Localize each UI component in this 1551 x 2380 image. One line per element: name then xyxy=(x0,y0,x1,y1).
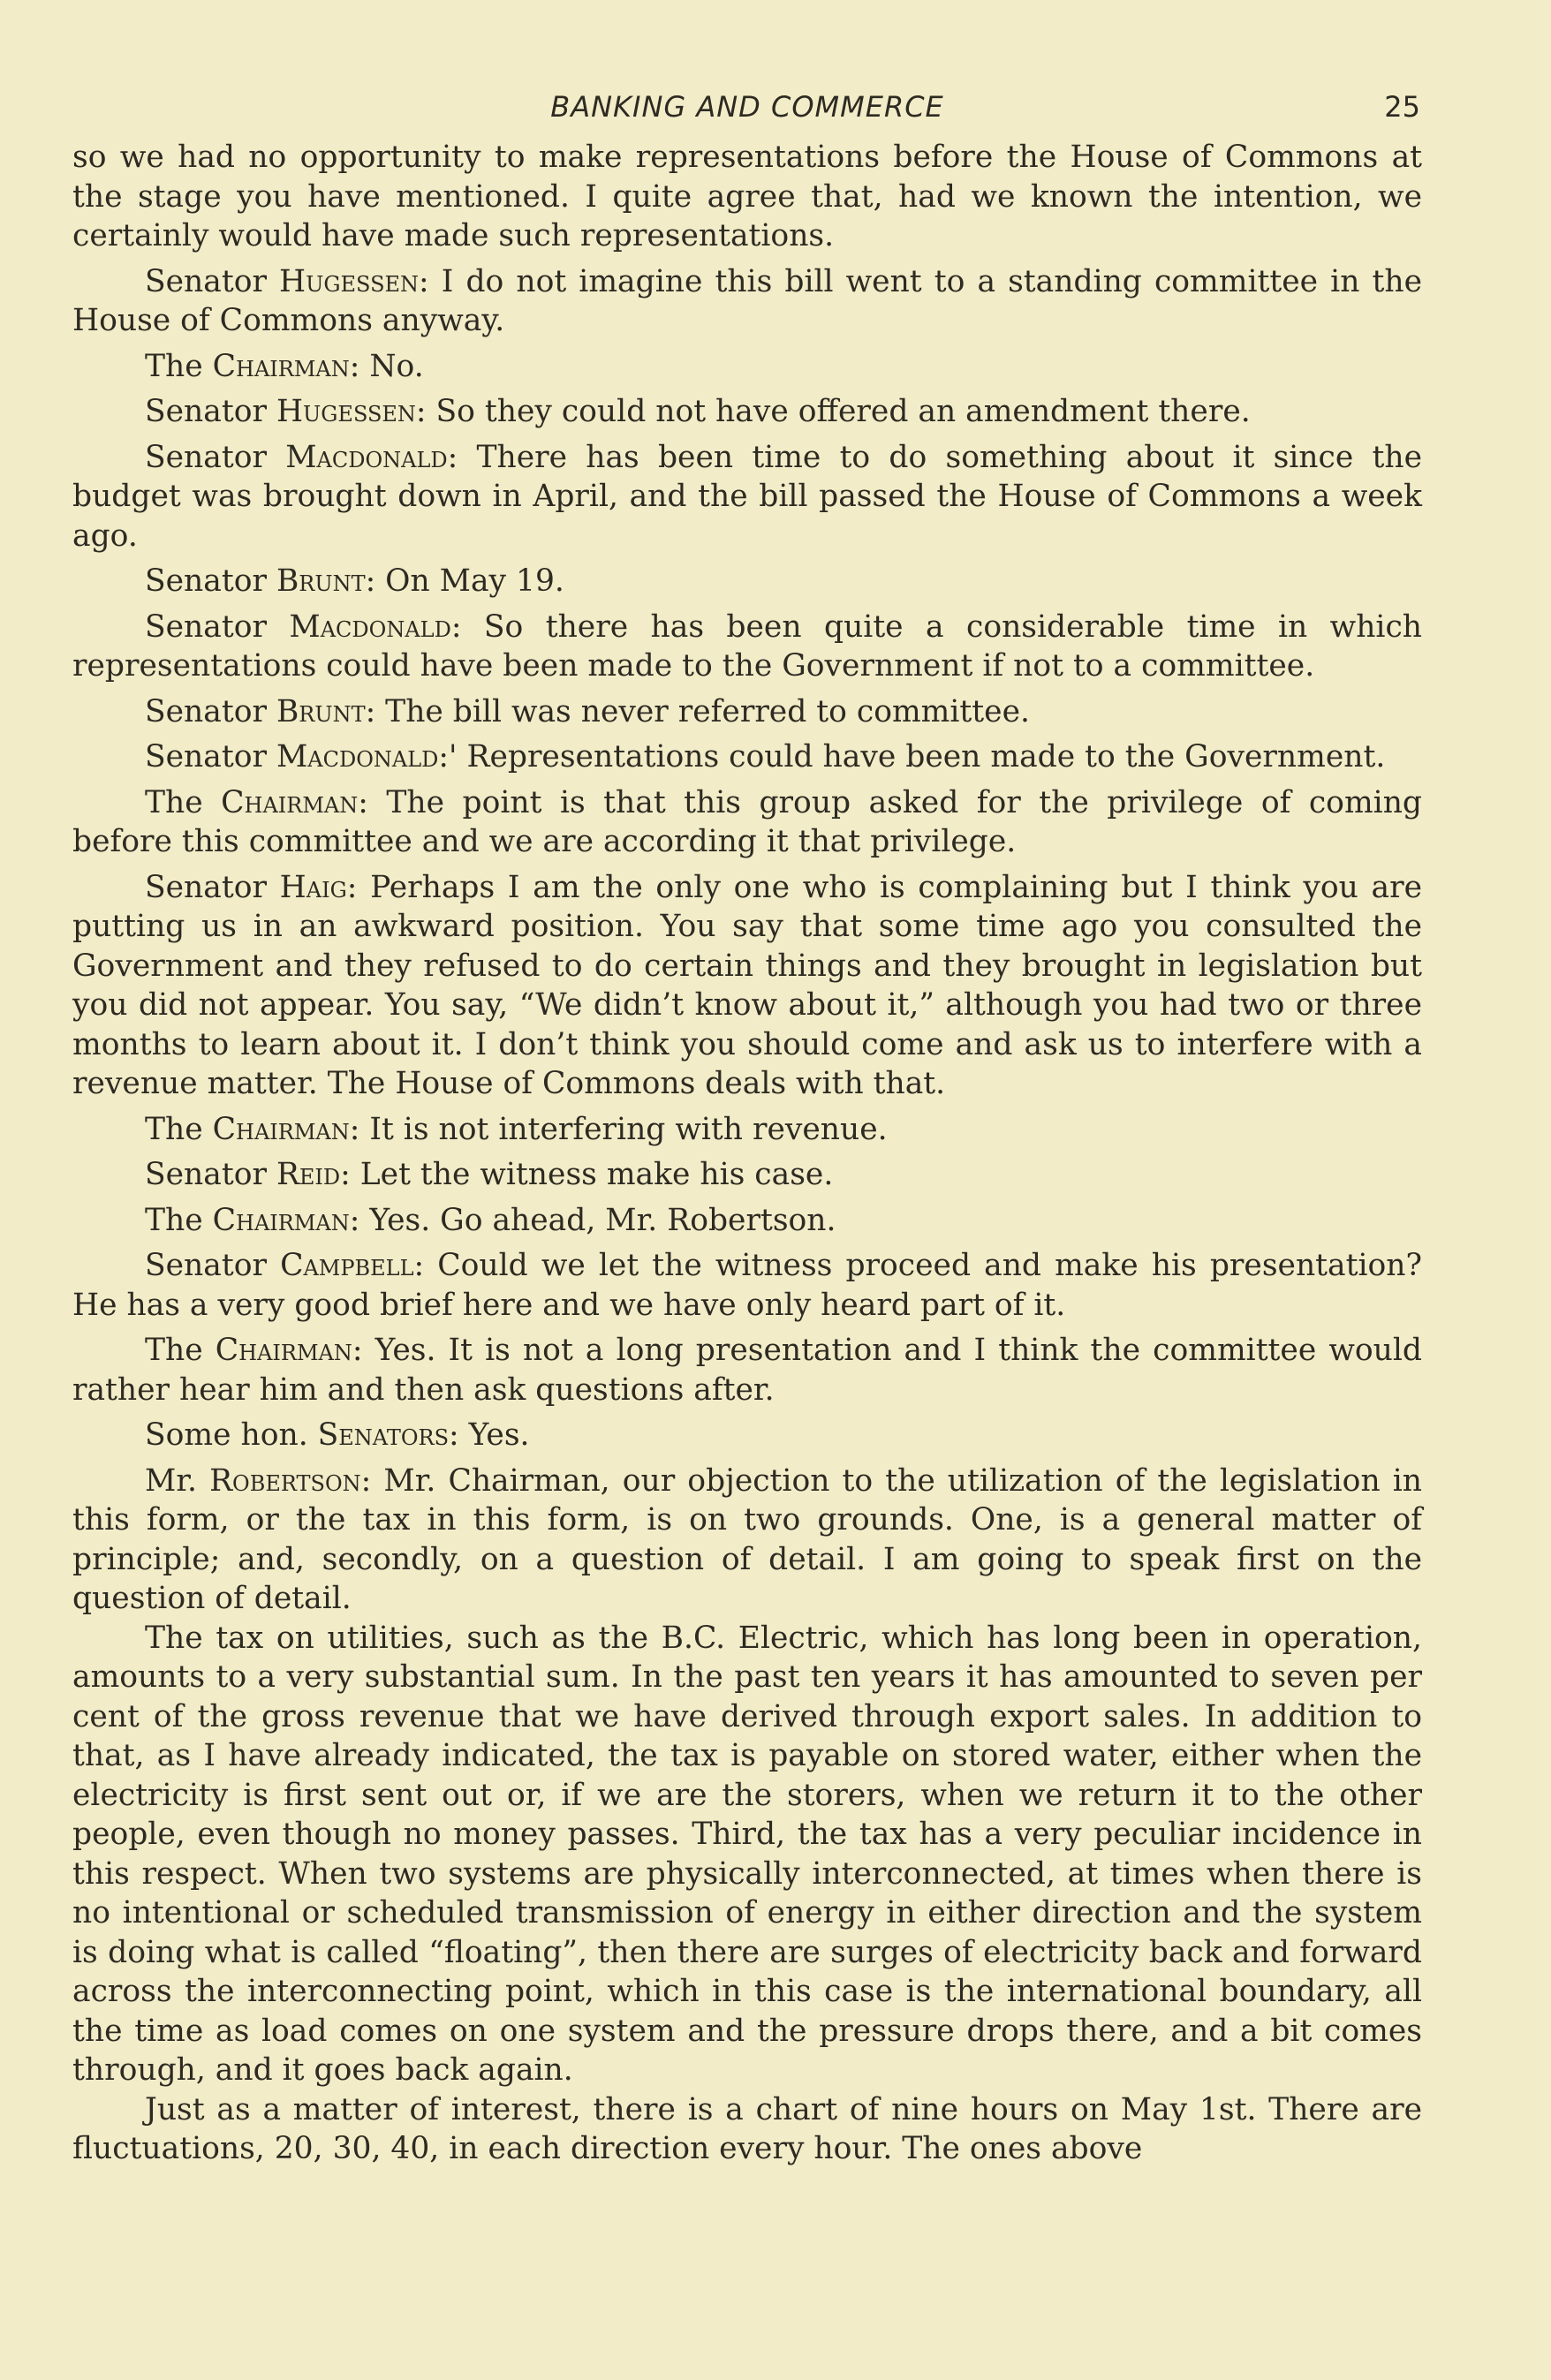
speaker-name: Hugessen: xyxy=(279,263,429,299)
speaker-name: Chairman: xyxy=(215,1333,363,1368)
speaker-name: Chairman: xyxy=(221,784,368,820)
paragraph: Senator Reid: Let the witness make his case. xyxy=(145,1157,834,1192)
running-title: BANKING AND COMMERCE xyxy=(550,90,944,124)
paragraph: The Chairman: Yes. Go ahead, Mr. Robertson. xyxy=(145,1202,836,1238)
paragraph: The Chairman: The point is that this group asked for the privilege of coming before this committee and we are according it that privilege. xyxy=(72,784,1422,859)
paragraph: Senator Hugessen: So they could not have offered an amendment there. xyxy=(145,394,1251,429)
paragraph: Senator Brunt: On May 19. xyxy=(145,563,564,599)
speaker-name: Reid: xyxy=(276,1157,351,1192)
paragraph: Senator Haig: Perhaps I am the only one who is complaining but I think you are putting us in an awkward position. You say that some time ago you consulted the Government and they refused to do certain things and they brought in legislation but you did not appear. You say, “We didn’t know about it,” although you had two or three months to learn about it. I don’t think you should come and ask us to interfere with a revenue matter. The House of Commons deals with that. xyxy=(72,869,1422,1101)
speaker-name: Haig: xyxy=(279,869,358,905)
speaker-name: Robertson: xyxy=(209,1462,372,1499)
paragraph: Senator Hugessen: I do not imagine this bill went to a standing committee in the House of Commons anyway. xyxy=(72,263,1422,338)
document-page xyxy=(72,87,1422,2169)
speaker-name: Chairman: xyxy=(212,1111,360,1147)
speaker-name: Macdonald: xyxy=(289,608,462,645)
page-body xyxy=(72,138,1422,2169)
paragraph: so we had no opportunity to make representations before the House of Commons at the stage you have mentioned. I quite agree that, had we known the intention, we certainly would have made such representations. xyxy=(72,140,1422,253)
speaker-name: Hugessen: xyxy=(276,394,427,429)
speaker-name: Chairman: xyxy=(212,1202,360,1238)
paragraph: Senator Macdonald:' Representations could have been made to the Government. xyxy=(145,739,1386,774)
paragraph: Some hon. Senators: Yes. xyxy=(145,1417,530,1453)
speaker-name: Macdonald: xyxy=(285,439,458,475)
speaker-name: Chairman: xyxy=(212,348,360,384)
paragraph: The Chairman: No. xyxy=(145,348,424,384)
paragraph: Senator Macdonald: There has been time to do something about it since the budget was brought down in April, and the bill passed the House of Commons a week ago. xyxy=(72,439,1422,554)
paragraph: Senator Macdonald: So there has been quite a considerable time in which representations could have been made to the Government if not to a committee. xyxy=(72,608,1422,684)
page-header xyxy=(72,87,1422,131)
paragraph: The tax on utilities, such as the B.C. Electric, which has long been in operation, amounts to a very substantial sum. In the past ten years it has amounted to seven per cent of the gross revenue that we have derived through export sales. In addition to that, as I have already indicated, the tax is payable on stored water, either when the electricity is first sent out or, if we are the storers, when we return it to the other people, even though no money passes. Third, the tax has a very peculiar incidence in this respect. When two systems are physically interconnected, at times when there is no intentional or scheduled transmission of energy in either direction and the system is doing what is called “floating”, then there are surges of electricity back and forward across the interconnecting point, which in this case is the international boundary, all the time as load comes on one system and the pressure drops there, and a bit comes through, and it goes back again. xyxy=(72,1620,1422,2088)
paragraph: Mr. Robertson: Mr. Chairman, our objection to the utilization of the legislation in this form, or the tax in this form, is on two grounds. One, is a general matter of principle; and, secondly, on a question of detail. I am going to speak first on the question of detail. xyxy=(72,1462,1422,1616)
speaker-name: Brunt: xyxy=(276,693,376,729)
speaker-name: Macdonald:' xyxy=(276,739,458,774)
paragraph: Senator Campbell: Could we let the witness proceed and make his presentation? He has a very good brief here and we have only heard part of it. xyxy=(72,1248,1422,1323)
speaker-name: Brunt: xyxy=(276,563,376,599)
paragraph: Just as a matter of interest, there is a chart of nine hours on May 1st. There are fluctuations, 20, 30, 40, in each direction every hour. The ones above xyxy=(72,2091,1422,2166)
speaker-name: Senators: xyxy=(317,1417,459,1453)
paragraph: The Chairman: It is not interfering with revenue. xyxy=(145,1111,888,1147)
paragraph: Senator Brunt: The bill was never referred to committee. xyxy=(145,693,1030,729)
paragraph: The Chairman: Yes. It is not a long presentation and I think the committee would rather hear him and then ask questions after. xyxy=(72,1333,1422,1408)
page-number: 25 xyxy=(1384,90,1420,124)
speaker-name: Campbell: xyxy=(280,1248,425,1283)
